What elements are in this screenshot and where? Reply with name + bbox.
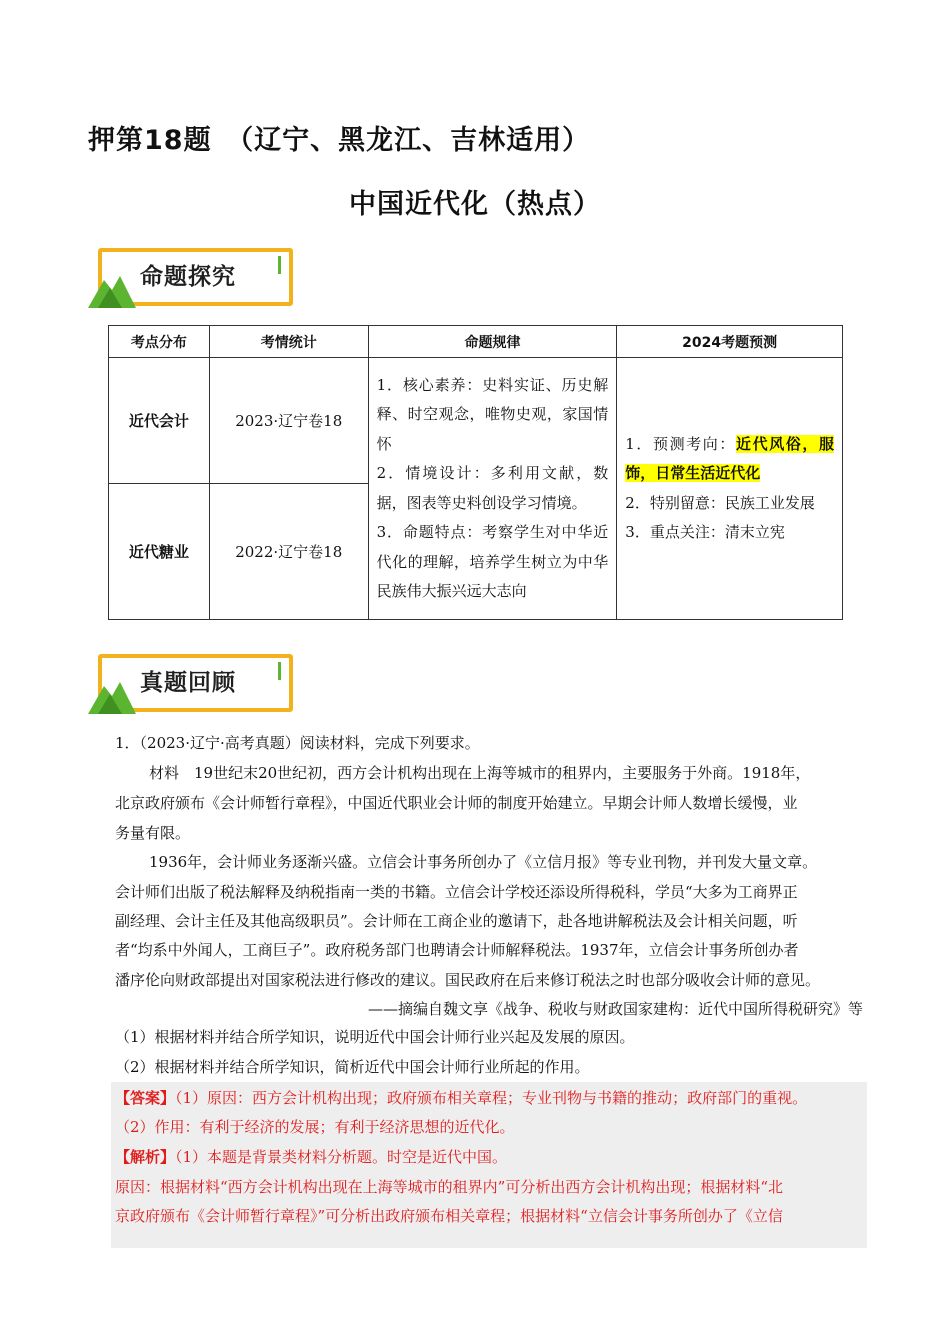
prediction-highlight: 近代风俗，服饰，日常生活近代化: [625, 434, 834, 482]
prediction-item: 3．重点关注：清末立宪: [625, 523, 785, 541]
table-header: 考点分布: [109, 326, 210, 358]
prediction-item: 2．特别留意：民族工业发展: [625, 493, 815, 512]
rules-cell: [368, 358, 617, 620]
question-intro: 1．（2023·辽宁·高考真题）阅读材料，完成下列要求。: [115, 734, 480, 752]
section-banner-review: [88, 652, 298, 716]
prediction-item: 1．预测考向：: [625, 434, 736, 453]
mountain-icon: [88, 678, 138, 714]
analysis-line: 原因：根据材料“西方会计机构出现在上海等城市的租界内”可分析出西方会计机构出现；根据材料“北: [115, 1178, 784, 1196]
sub-question: （1）根据材料并结合所学知识，说明近代中国会计师行业兴起及发展的原因。: [115, 1028, 635, 1046]
sub-question: （2）根据材料并结合所学知识，简析近代中国会计师行业所起的作用。: [115, 1058, 590, 1076]
table-header: 考情统计: [209, 326, 368, 358]
page-subtitle: 中国近代化（热点）: [349, 189, 601, 220]
section-banner-exploration: [88, 246, 298, 310]
stat-cell: 2022·辽宁卷18: [209, 484, 368, 620]
analysis-tag: 【解析】: [115, 1148, 176, 1166]
topic-cell: 近代会计: [109, 358, 210, 484]
material-line: 1936年，会计师业务逐渐兴盛。立信会计事务所创办了《立信月报》等专业刊物，并刊发大量文章。: [149, 853, 818, 871]
rule-item: 1．核心素养：史料实证、历史解释、时空观念，唯物史观，家国情怀: [376, 375, 609, 453]
rule-item: 2．情境设计：多利用文献，数据，图表等史料创设学习情境。: [376, 464, 609, 512]
prediction-cell: [617, 358, 843, 620]
material-line: 会计师们出版了税法解释及纳税指南一类的书籍。立信会计学校还添设所得税科，学员“大多为工商界正: [115, 883, 798, 901]
material-source: ——摘编自魏文享《战争、税收与财政国家建构：近代中国所得税研究》等: [367, 1000, 863, 1018]
analysis-line: [115, 1146, 507, 1167]
material-line: 者“均系中外闻人，工商巨子”。政府税务部门也聘请会计师解释税法。1937年，立信会计事务所创办者: [115, 941, 799, 959]
page-title: 押第18题 （辽宁、黑龙江、吉林适用）: [88, 125, 591, 156]
section-label: 真题回顾: [140, 670, 236, 696]
answer-line: （2）作用：有利于经济的发展；有利于经济思想的近代化。: [115, 1118, 515, 1136]
material-line: 副经理、会计主任及其他高级职员”。会计师在工商企业的邀请下，赴各地讲解税法及会计相关问题，听: [115, 912, 798, 930]
topic-cell: 近代糖业: [109, 484, 210, 620]
answer-line: [115, 1087, 807, 1108]
table-header: 2024考题预测: [617, 326, 843, 358]
mountain-icon: [88, 272, 138, 308]
material-line: 北京政府颁布《会计师暂行章程》，中国近代职业会计师的制度开始建立。早期会计师人数增长缓慢，业: [115, 794, 798, 812]
material-line: 材料 19世纪末20世纪初，西方会计机构出现在上海等城市的租界内，主要服务于外商。1918年，: [149, 764, 811, 782]
table-header: 命题规律: [368, 326, 617, 358]
rule-item: 3．命题特点：考察学生对中华近代化的理解，培养学生树立为中华民族伟大振兴远大志向: [376, 523, 609, 600]
analysis-text: （1）本题是背景类材料分析题。时空是近代中国。: [175, 1148, 508, 1166]
exam-analysis-table: [108, 325, 843, 620]
stat-cell: 2023·辽宁卷18: [209, 358, 368, 484]
analysis-line: 京政府颁布《会计师暂行章程》”可分析出政府颁布相关章程；根据材料“立信会计事务所创办了《立信: [115, 1207, 783, 1225]
section-label: 命题探究: [140, 264, 236, 290]
material-line: 务量有限。: [115, 824, 191, 842]
material-line: 潘序伦向财政部提出对国家税法进行修改的建议。国民政府在后来修订税法之时也部分吸收会计师的意见。: [115, 971, 821, 989]
answer-tag: 【答案】: [115, 1089, 176, 1107]
answer-text: （1）原因：西方会计机构出现；政府颁布相关章程；专业刊物与书籍的推动；政府部门的重视。: [175, 1089, 808, 1107]
